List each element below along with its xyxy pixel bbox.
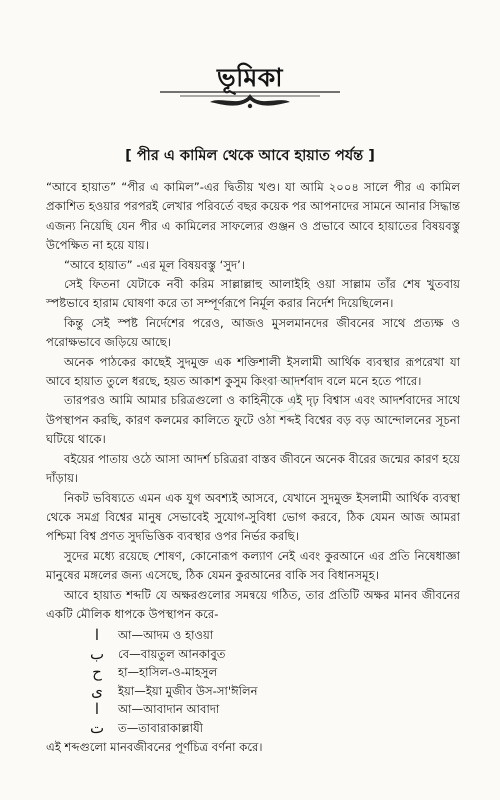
list-item — [82, 626, 460, 645]
paragraph: “আবে হায়াত” “পীর এ কামিল”-এর দ্বিতীয় খণ্ড। যা আমি ২০০৪ সালে পীর এ কামিল প্রকাশিত হওয়ার পরপরই লেখার পরিবর্তে বছর কয়েক পর আপনাদের সামনে আনার সিদ্ধান্ত এজন্য নিয়েছি যেন পীর এ কামিলের সাফল্যের গুঞ্জন ও প্রভাবে আবে হায়াতের বিষয়বস্তু উপেক্ষিত না হয়ে যায়। — [46, 180, 460, 253]
arabic-letter: ا — [94, 625, 100, 644]
decorative-divider — [150, 86, 350, 114]
arabic-letter: ا — [94, 700, 100, 719]
subtitle: [ পীর এ কামিল থেকে আবে হায়াত পর্যন্ত ] — [125, 148, 375, 164]
paragraph: সুদের মধ্যে রয়েছে শোষণ, কোনোরূপ কল্যাণ নেই এবং কুরআনে এর প্রতি নিষেধাজ্ঞা মানুষের মঙ্গলের জন্য এসেছে, ঠিক যেমন কুরআনের বাকি সব বিধানসমূহ। — [46, 548, 460, 583]
letter-list — [82, 626, 460, 738]
paragraph: সেই ফিতনা যেটাকে নবী করিম সাল্লাল্লাহু আলাইহি ওয়া সাল্লাম তাঁর শেষ খুতবায় স্পষ্টভাবে হারাম ঘোষণা করে তা সম্পূর্ণরূপে নির্মূল করার নির্দেশ দিয়েছিলেন। — [46, 277, 460, 311]
list-item — [82, 682, 460, 701]
list-item — [82, 664, 460, 683]
watermark-circle — [265, 380, 297, 412]
closing-line: এই শব্দগুলো মানবজীবনের পূর্ণচিত্র বর্ণনা করে। — [46, 739, 263, 754]
arabic-letter: ح — [92, 663, 102, 682]
paragraph: নিকট ভবিষ্যতে এমন এক যুগ অবশ্যই আসবে, যেখানে সুদমুক্ত ইসলামী আর্থিক ব্যবস্থা থেকে সমগ্র বিশ্বের মানুষ সেভাবেই সুযোগ-সুবিধা ভোগ করবে, ঠিক যেমন আজ আমরা পশ্চিমা বিশ্ব প্রণত সুদভিত্তিক ব্যবস্থার ওপর নির্ভর করছি। — [46, 490, 460, 544]
letter-meaning: ত—তাবারাকাল্লাযী — [118, 720, 203, 735]
list-item — [82, 701, 460, 720]
letter-meaning: ইয়া—ইয়া মুজীব উস-সা'ঈলিন — [118, 683, 258, 698]
paragraph: অনেক পাঠকের কাছেই সুদমুক্ত এক শক্তিশালী ইসলামী আর্থিক ব্যবস্থার রূপরেখা যা আবে হায়াত তুলে ধরছে, হয়ত আকাশ কুসুম কিংবা আদর্শবাদ বলে মনে হতে পারে। — [46, 354, 460, 389]
letter-meaning: হা—হাসিল-ও-মাহসুল — [118, 665, 218, 680]
letter-meaning: আ—আদম ও হাওয়া — [118, 627, 214, 642]
letter-meaning: বে—বায়তুল আনকাবুত — [118, 646, 226, 661]
arabic-letter: ی — [91, 681, 103, 700]
paragraph: আবে হায়াত শব্দটি যে অক্ষরগুলোর সমন্বয়ে গঠিত, তার প্রতিটি অক্ষর মানব জীবনের একটি মৌলিক ধাপকে উপস্থাপন করে- — [46, 587, 460, 621]
paragraph: বইয়ের পাতায় ওঠে আসা আদর্শ চরিত্ররা বাস্তব জীবনে অনেক বীরের জন্মের কারণ হয়ে দাঁড়ায়। — [46, 451, 460, 486]
paragraph: “আবে হায়াত” -এর মূল বিষয়বস্তু ‘সুদ’। — [64, 257, 245, 272]
letter-meaning: আ—আবাদান আবাদা — [118, 702, 220, 717]
paragraph: কিন্তু সেই স্পষ্ট নির্দেশের পরেও, আজও মুসলমানদের জীবনের সাথে প্রত্যক্ষ ও পরোক্ষভাবে জড়িয়ে আছে। — [46, 315, 460, 350]
arabic-letter: ب — [89, 644, 105, 663]
list-item — [82, 719, 460, 738]
arabic-letter: ت — [89, 718, 105, 737]
paragraph: তারপরও আমি আমার চরিত্রগুলো ও কাহিনীকে এই দৃঢ় বিশ্বাস এবং আদর্শবাদের সাথে উপস্থাপন করছি, কারণ কলমের কালিতে ফুটে ওঠা শব্দই বিশ্বের বড় বড় আন্দোলনের সূচনা ঘটিয়ে থাকে। — [46, 393, 460, 447]
list-item — [82, 645, 460, 664]
page-title: ভূমিকা — [217, 63, 283, 92]
body-text — [46, 178, 460, 757]
